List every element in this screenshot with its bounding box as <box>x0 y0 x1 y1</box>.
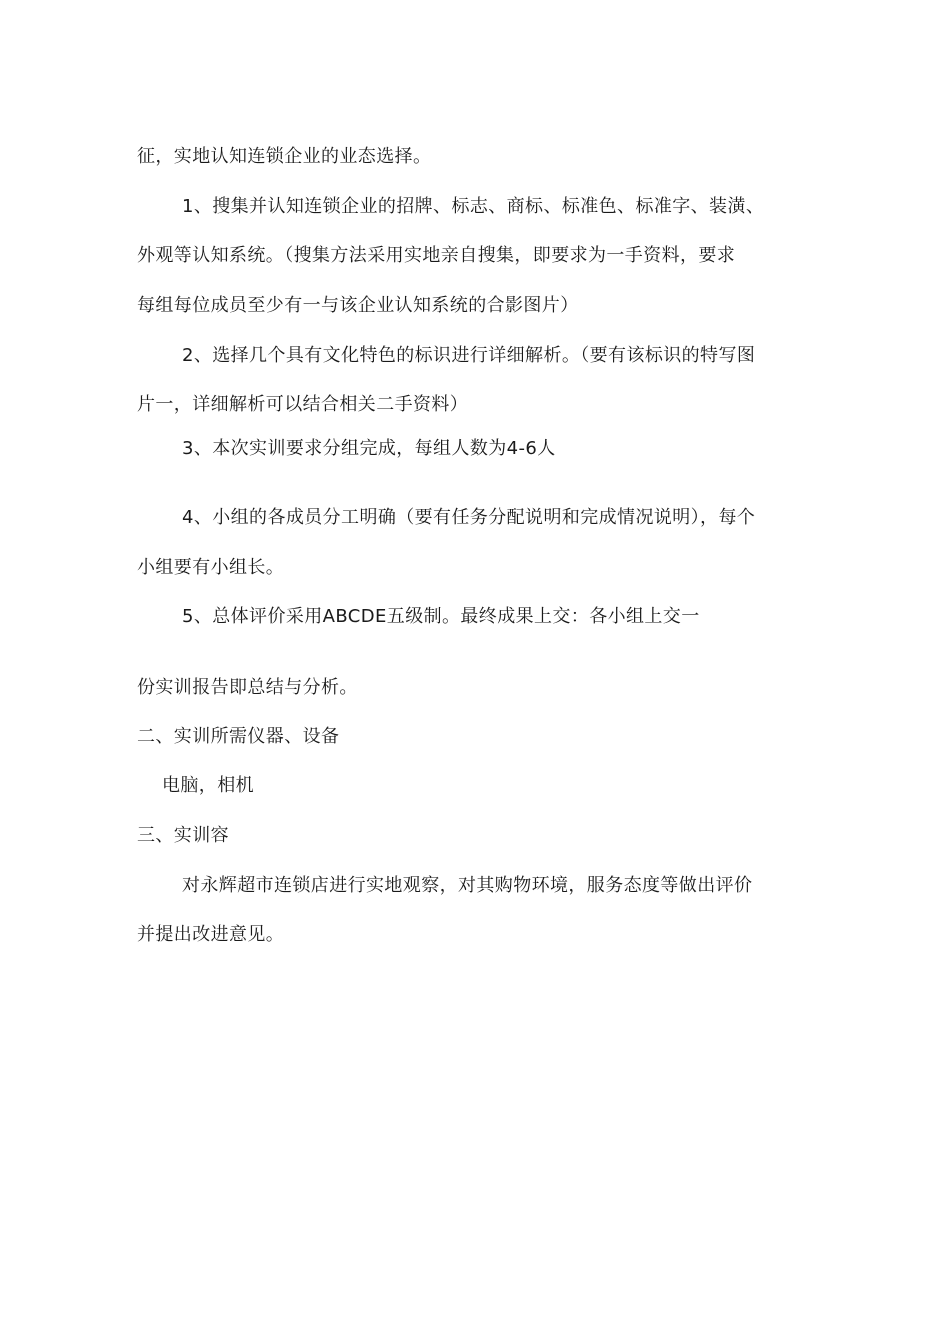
equipment-list: 电脑，相机 <box>162 775 254 796</box>
content-line-1: 对永辉超市连锁店进行实地观察，对其购物环境，服务态度等做出评价 <box>182 875 753 896</box>
requirement-1-line-3: 每组每位成员至少有一与该企业认知系统的合影图片） <box>137 295 579 316</box>
requirement-1-line-1: 1、搜集并认知连锁企业的招牌、标志、商标、标准色、标准字、装潢、 <box>182 196 765 217</box>
section-heading-equipment: 二、实训所需仪器、设备 <box>137 726 340 747</box>
requirement-3: 3、本次实训要求分组完成，每组人数为4-6人 <box>182 438 556 459</box>
text-line-1: 征，实地认知连锁企业的业态选择。 <box>137 146 432 167</box>
requirement-1-line-2: 外观等认知系统。（搜集方法采用实地亲自搜集，即要求为一手资料，要求 <box>137 245 736 266</box>
requirement-5-line-2: 份实训报告即总结与分析。 <box>137 677 358 698</box>
content-line-2: 并提出改进意见。 <box>137 924 285 945</box>
requirement-2-line-2: 片一，详细解析可以结合相关二手资料） <box>137 394 469 415</box>
requirement-4-line-1: 4、小组的各成员分工明确（要有任务分配说明和完成情况说明），每个 <box>182 507 756 528</box>
requirement-4-line-2: 小组要有小组长。 <box>137 557 285 578</box>
requirement-2-line-1: 2、选择几个具有文化特色的标识进行详细解析。（要有该标识的特写图 <box>182 345 756 366</box>
section-heading-content: 三、实训容 <box>137 825 229 846</box>
requirement-5-line-1: 5、总体评价采用ABCDE五级制。最终成果上交：各小组上交一 <box>182 606 700 627</box>
